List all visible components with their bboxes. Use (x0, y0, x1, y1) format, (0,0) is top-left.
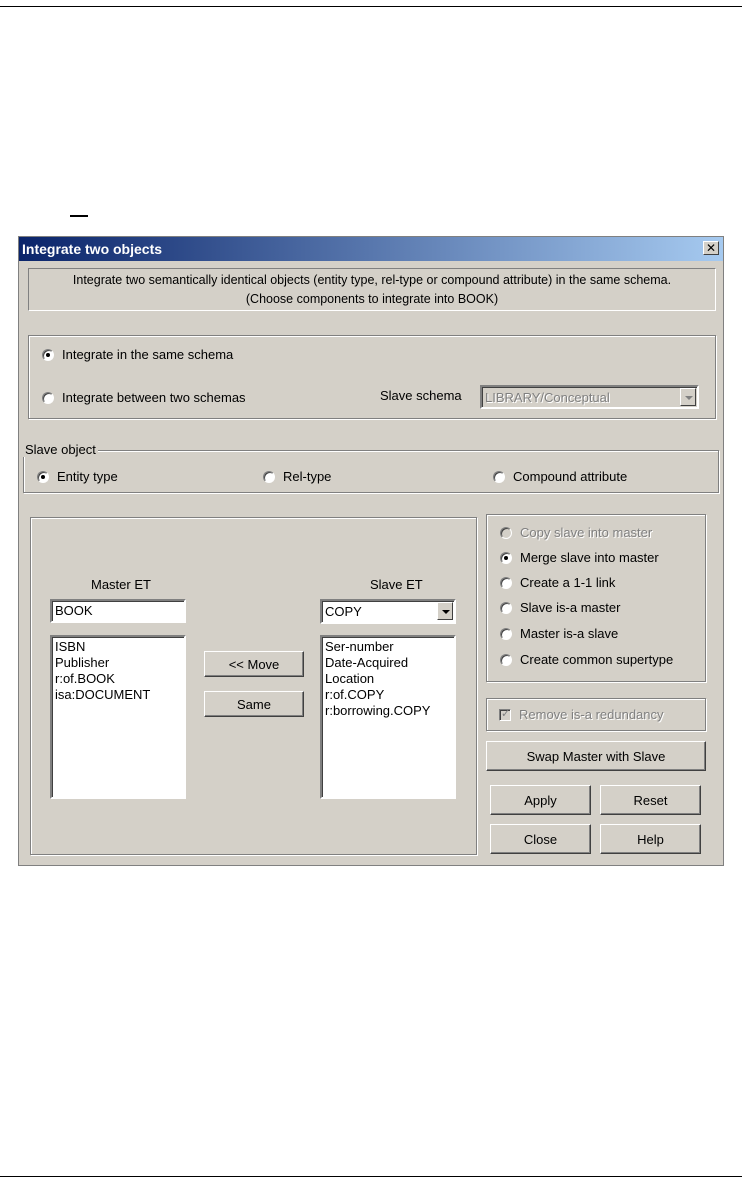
checkmark-icon (499, 709, 511, 721)
master-attribute-list[interactable] (50, 635, 186, 799)
close-button[interactable]: Close (490, 824, 591, 854)
move-button[interactable]: << Move (204, 651, 304, 677)
radio-same-schema-label: Integrate in the same schema (62, 347, 234, 362)
list-item[interactable]: r:borrowing.COPY (325, 703, 431, 718)
radio-create-link-label: Create a 1-1 link (520, 575, 616, 590)
remove-redundancy-label: Remove is-a redundancy (519, 707, 664, 722)
dialog-title: Integrate two objects (22, 241, 163, 257)
slave-attribute-list[interactable] (320, 635, 456, 799)
radio-rel-type-label: Rel-type (283, 469, 332, 484)
page-bottom-rule (0, 1176, 742, 1177)
radio-common-supertype[interactable] (500, 652, 673, 667)
integrate-dialog (18, 236, 724, 866)
radio-slave-isa-master-label: Slave is-a master (520, 600, 621, 615)
radio-merge-slave[interactable] (500, 550, 659, 565)
slave-schema-value: LIBRARY/Conceptual (485, 390, 610, 405)
slave-schema-select (480, 385, 699, 409)
radio-entity-type-label: Entity type (57, 469, 118, 484)
radio-master-isa-slave-indicator[interactable] (500, 628, 512, 640)
help-button[interactable]: Help (600, 824, 701, 854)
apply-button[interactable]: Apply (490, 785, 591, 815)
list-item[interactable]: ISBN (55, 639, 86, 654)
radio-create-link[interactable] (500, 575, 615, 590)
slave-et-select[interactable] (320, 599, 456, 624)
radio-same-schema[interactable] (42, 347, 233, 362)
radio-rel-type[interactable] (263, 469, 331, 484)
page-top-rule (0, 6, 742, 7)
radio-slave-isa-master[interactable] (500, 600, 620, 615)
reset-button[interactable]: Reset (600, 785, 701, 815)
radio-create-link-indicator[interactable] (500, 577, 512, 589)
list-item[interactable]: Publisher (55, 655, 110, 670)
radio-copy-slave (500, 525, 652, 540)
radio-between-schemas-label: Integrate between two schemas (62, 390, 246, 405)
radio-compound-attribute-label: Compound attribute (513, 469, 628, 484)
swap-button[interactable]: Swap Master with Slave (486, 741, 706, 771)
radio-compound-attribute[interactable] (493, 469, 627, 484)
same-button[interactable]: Same (204, 691, 304, 717)
chevron-down-icon[interactable] (437, 602, 453, 620)
chevron-down-icon (680, 388, 696, 406)
text-cursor-mark (70, 215, 88, 217)
radio-merge-slave-label: Merge slave into master (520, 550, 659, 565)
radio-master-isa-slave-label: Master is-a slave (520, 626, 619, 641)
radio-rel-type-indicator[interactable] (263, 471, 275, 483)
list-item[interactable]: isa:DOCUMENT (55, 687, 151, 702)
slave-et-value: COPY (325, 604, 362, 619)
list-item[interactable]: r:of.COPY (325, 687, 385, 702)
radio-copy-slave-label: Copy slave into master (520, 525, 653, 540)
radio-master-isa-slave[interactable] (500, 626, 618, 641)
radio-common-supertype-label: Create common supertype (520, 652, 674, 667)
radio-entity-type-indicator[interactable] (37, 471, 49, 483)
remove-redundancy-checkbox (499, 707, 664, 722)
radio-common-supertype-indicator[interactable] (500, 654, 512, 666)
description-line-1: Integrate two semantically identical objects (entity type, rel-type or compound attribute) in the same schema. (72, 273, 672, 287)
radio-same-schema-indicator[interactable] (42, 349, 54, 361)
radio-between-schemas[interactable] (42, 390, 246, 405)
description-box (28, 268, 716, 311)
dialog-titlebar (19, 237, 723, 261)
list-item[interactable]: Date-Acquired (325, 655, 409, 670)
radio-compound-attribute-indicator[interactable] (493, 471, 505, 483)
list-item[interactable]: Ser-number (325, 639, 394, 654)
radio-copy-slave-indicator (500, 527, 512, 539)
slave-et-label: Slave ET (370, 577, 423, 592)
master-et-field[interactable]: BOOK (50, 599, 186, 623)
description-line-2: (Choose components to integrate into BOOK) (245, 292, 499, 306)
radio-entity-type[interactable] (37, 469, 118, 484)
slave-schema-label: Slave schema (380, 388, 462, 403)
list-item[interactable]: Location (325, 671, 375, 686)
close-icon[interactable]: ✕ (703, 241, 719, 255)
radio-merge-slave-indicator[interactable] (500, 552, 512, 564)
list-item[interactable]: r:of.BOOK (55, 671, 115, 686)
slave-object-group-title: Slave object (25, 442, 96, 457)
radio-slave-isa-master-indicator[interactable] (500, 602, 512, 614)
master-et-label: Master ET (91, 577, 151, 592)
radio-between-schemas-indicator[interactable] (42, 392, 54, 404)
